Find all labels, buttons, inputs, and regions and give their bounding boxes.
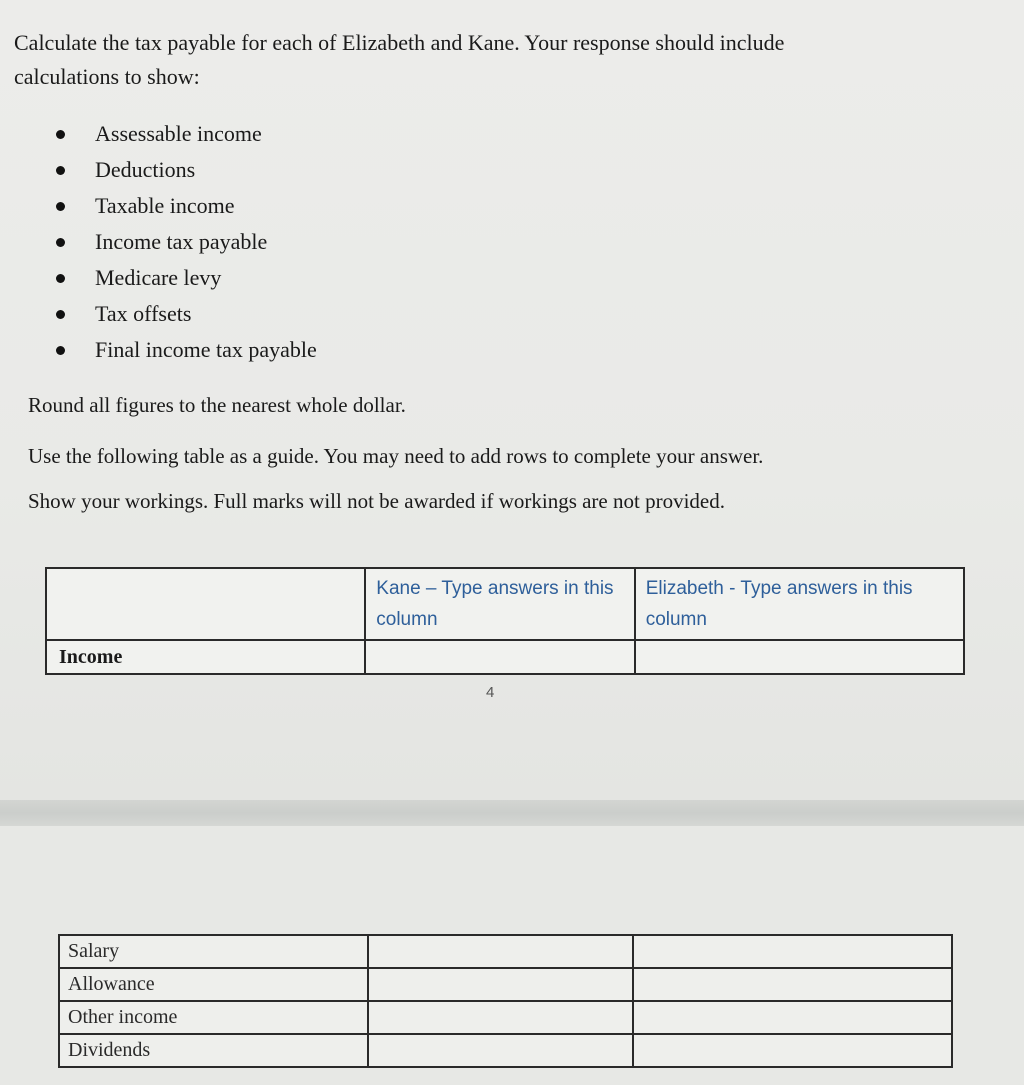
list-item: Assessable income (56, 116, 317, 152)
bullet-icon (56, 130, 65, 139)
table-row (59, 935, 952, 968)
intro-line-2: calculations to show: (14, 64, 200, 89)
kane-column-header[interactable]: Kane – Type answers in this column (365, 568, 634, 640)
allowance-label[interactable]: Allowance (59, 968, 368, 1001)
other-income-label[interactable]: Other income (59, 1001, 368, 1034)
kane-allowance-cell[interactable] (368, 968, 632, 1001)
table-row (59, 1001, 952, 1034)
dividends-label[interactable]: Dividends (59, 1034, 368, 1067)
requirements-list (56, 116, 317, 368)
bullet-icon (56, 274, 65, 283)
list-item: Tax offsets (56, 296, 317, 332)
bullet-icon (56, 310, 65, 319)
list-item: Taxable income (56, 188, 317, 224)
elizabeth-column-header[interactable]: Elizabeth - Type answers in this column (635, 568, 964, 640)
kane-income-cell[interactable] (365, 640, 634, 674)
list-item: Income tax payable (56, 224, 317, 260)
table-guide-instruction: Use the following table as a guide. You may need to add rows to complete your answer. (28, 444, 764, 468)
list-item: Final income tax payable (56, 332, 317, 368)
intro-line-1: Calculate the tax payable for each of Elizabeth and Kane. Your response should include (14, 30, 785, 55)
kane-dividends-cell[interactable] (368, 1034, 632, 1067)
table-row (46, 640, 964, 674)
elizabeth-income-cell[interactable] (635, 640, 964, 674)
page-break (0, 800, 1024, 826)
kane-other-income-cell[interactable] (368, 1001, 632, 1034)
income-row-label[interactable]: Income (46, 640, 365, 674)
rounding-instruction: Round all figures to the nearest whole dollar. (28, 393, 406, 417)
bullet-icon (56, 202, 65, 211)
blank-header-cell[interactable] (46, 568, 365, 640)
bullet-icon (56, 166, 65, 175)
question-intro (14, 26, 974, 94)
salary-label[interactable]: Salary (59, 935, 368, 968)
table-row (59, 1034, 952, 1067)
bullet-icon (56, 238, 65, 247)
elizabeth-other-income-cell[interactable] (633, 1001, 952, 1034)
list-item: Medicare levy (56, 260, 317, 296)
bullet-icon (56, 346, 65, 355)
list-item: Deductions (56, 152, 317, 188)
elizabeth-allowance-cell[interactable] (633, 968, 952, 1001)
elizabeth-dividends-cell[interactable] (633, 1034, 952, 1067)
table-row (59, 968, 952, 1001)
answer-table-header (45, 567, 965, 675)
income-items-table (58, 934, 953, 1068)
kane-salary-cell[interactable] (368, 935, 632, 968)
elizabeth-salary-cell[interactable] (633, 935, 952, 968)
workings-instruction: Show your workings. Full marks will not be awarded if workings are not provided. (28, 489, 725, 513)
page-number: 4 (486, 684, 495, 701)
